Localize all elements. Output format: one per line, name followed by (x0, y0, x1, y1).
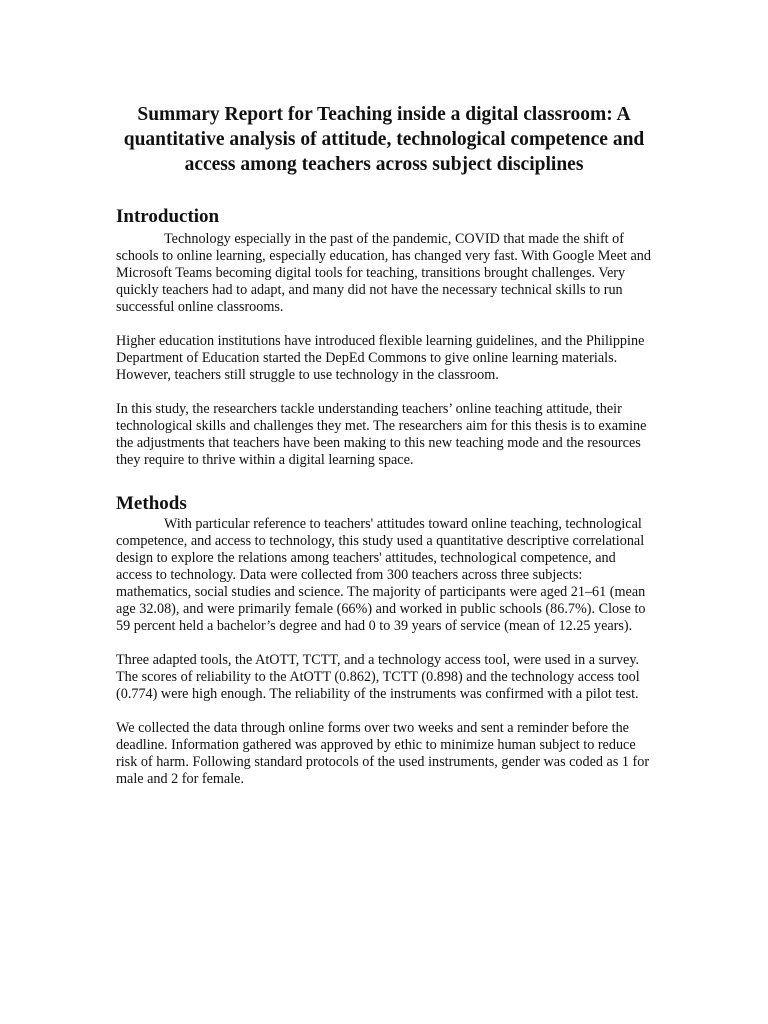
methods-paragraph-3: We collected the data through online forms over two weeks and sent a reminder before the deadline. Information gathered was approved by ethic to minimize human subject to reduce risk of harm. Following standard protocols of the used instruments, gender was coded as 1 for male and 2 for female. (116, 720, 650, 787)
introduction-heading: Introduction (116, 206, 220, 227)
introduction-paragraph-1: Technology especially in the past of the pandemic, COVID that made the shift of schools to online learning, especially education, has changed very fast. With Google Meet and Microsoft Teams becoming digital tools for teaching, transitions brought challenges. Very quickly teachers had to adapt, and many did not have the necessary technical skills to run successful online classrooms. (116, 231, 651, 315)
document-title: Summary Report for Teaching inside a digital classroom: A quantitative analysis of attitude, technological competence and access among teachers across subject disciplines (123, 104, 645, 175)
introduction-paragraph-2: Higher education institutions have introduced flexible learning guidelines, and the Philippine Department of Education started the DepEd Commons to give online learning materials. However, teachers still struggle to use technology in the classroom. (116, 333, 645, 383)
introduction-paragraph-3: In this study, the researchers tackle understanding teachers’ online teaching attitude, their technological skills and challenges they met. The researchers aim for this thesis is to examine the adjustments that teachers have been making to this new teaching mode and the resources they require to thrive within a digital learning space. (116, 401, 647, 468)
methods-heading: Methods (116, 493, 187, 514)
methods-paragraph-2: Three adapted tools, the AtOTT, TCTT, and a technology access tool, were used in a survey. The scores of reliability to the AtOTT (0.862), TCTT (0.898) and the technology access tool (0.774) were high enough. The reliability of the instruments was confirmed with a pilot test. (116, 652, 640, 702)
methods-paragraph-1: With particular reference to teachers' attitudes toward online teaching, technological competence, and access to technology, this study used a quantitative descriptive correlational design to explore the relations among teachers' attitudes, technological competence, and access to technology. Data were collected from 300 teachers across three subjects: mathematics, social studies and science. The majority of participants were aged 21–61 (mean age 32.08), and were primarily female (66%) and worked in public schools (86.7%). Close to 59 percent held a bachelor’s degree and had 0 to 39 years of service (mean of 12.25 years). (116, 516, 646, 634)
document-body (116, 102, 652, 788)
